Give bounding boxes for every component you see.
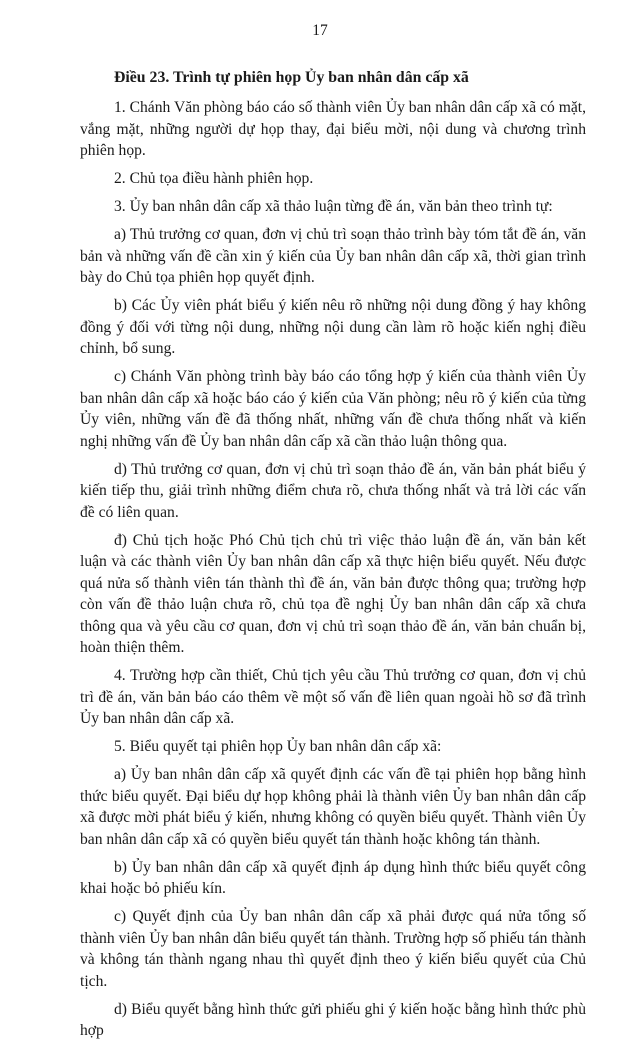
article-heading: Điều 23. Trình tự phiên họp Ủy ban nhân dân cấp xã <box>114 69 469 86</box>
paragraph-3d: d) Thủ trưởng cơ quan, đơn vị chủ trì soạn thảo đề án, văn bản phát biểu ý kiến tiếp thu, giải trình những điểm chưa rõ, chưa thống nhất và trả lời các vấn đề có liên quan. <box>80 460 586 521</box>
paragraph-3b: b) Các Ủy viên phát biểu ý kiến nêu rõ những nội dung đồng ý hay không đồng ý đối với từng nội dung, những nội dung cần làm rõ hoặc kiến nghị điều chỉnh, bổ sung. <box>80 297 586 357</box>
paragraph-3c: c) Chánh Văn phòng trình bày báo cáo tổng hợp ý kiến của thành viên Ủy ban nhân dân cấp xã hoặc báo cáo ý kiến của Văn phòng; nêu rõ ý kiến của từng Ủy viên, những vấn đề đã thống nhất, những vấn đề chưa thống nhất và kiến nghị những vấn đề Ủy ban nhân dân cấp xã cần thảo luận thông qua. <box>80 368 586 450</box>
paragraph-1: 1. Chánh Văn phòng báo cáo số thành viên Ủy ban nhân dân cấp xã có mặt, vắng mặt, những người dự họp thay, đại biểu mời, nội dung và chương trình phiên họp. <box>80 99 586 159</box>
paragraph-5: 5. Biểu quyết tại phiên họp Ủy ban nhân dân cấp xã: <box>114 738 442 755</box>
paragraph-3dd: đ) Chủ tịch hoặc Phó Chủ tịch chủ trì việc thảo luận đề án, văn bản kết luận và các thành viên Ủy ban nhân dân cấp xã thực hiện biểu quyết. Nếu được quá nửa số thành viên tán thành thì đề án, văn bản được thông qua; trường hợp còn vấn đề thảo luận chưa rõ, chủ tọa đề nghị Ủy ban nhân dân cấp xã chưa thông qua và yêu cầu cơ quan, đơn vị chủ trì soạn thảo đề án, văn bản chuẩn bị, hoàn thiện thêm. <box>80 531 586 656</box>
paragraph-5a: a) Ủy ban nhân dân cấp xã quyết định các vấn đề tại phiên họp bằng hình thức biểu quyết. Đại biểu dự họp không phải là thành viên Ủy ban nhân dân cấp xã được mời phát biểu ý kiến, nhưng không có quyền biểu quyết. Thành viên Ủy ban nhân dân cấp xã có quyền biểu quyết tán thành hoặc không tán thành. <box>80 766 586 848</box>
paragraph-5d: d) Biểu quyết bằng hình thức gửi phiếu ghi ý kiến hoặc bằng hình thức phù hợp <box>80 1000 586 1039</box>
paragraph-3: 3. Ủy ban nhân dân cấp xã thảo luận từng đề án, văn bản theo trình tự: <box>114 198 553 215</box>
paragraph-5b: b) Ủy ban nhân dân cấp xã quyết định áp dụng hình thức biểu quyết công khai hoặc bỏ phiếu kín. <box>80 858 586 897</box>
paragraph-2: 2. Chủ tọa điều hành phiên họp. <box>114 170 314 187</box>
document-body <box>80 68 586 1048</box>
paragraph-4: 4. Trường hợp cần thiết, Chủ tịch yêu cầu Thủ trưởng cơ quan, đơn vị chủ trì đề án, văn bản báo cáo thêm về một số vấn đề liên quan ngoài hồ sơ đã trình Ủy ban nhân dân cấp xã. <box>80 667 586 727</box>
page-number: 17 <box>312 22 328 39</box>
paragraph-3a: a) Thủ trưởng cơ quan, đơn vị chủ trì soạn thảo trình bày tóm tắt đề án, văn bản và những vấn đề cần xin ý kiến của Ủy ban nhân dân cấp xã, thời gian trình bày do Chủ tọa phiên họp quyết định. <box>80 226 586 286</box>
paragraph-5c: c) Quyết định của Ủy ban nhân dân cấp xã phải được quá nửa tổng số thành viên Ủy ban nhân dân biểu quyết tán thành. Trường hợp số phiếu tán thành và không tán thành ngang nhau thì quyết định theo ý kiến biểu quyết của Chủ tịch. <box>80 908 586 990</box>
